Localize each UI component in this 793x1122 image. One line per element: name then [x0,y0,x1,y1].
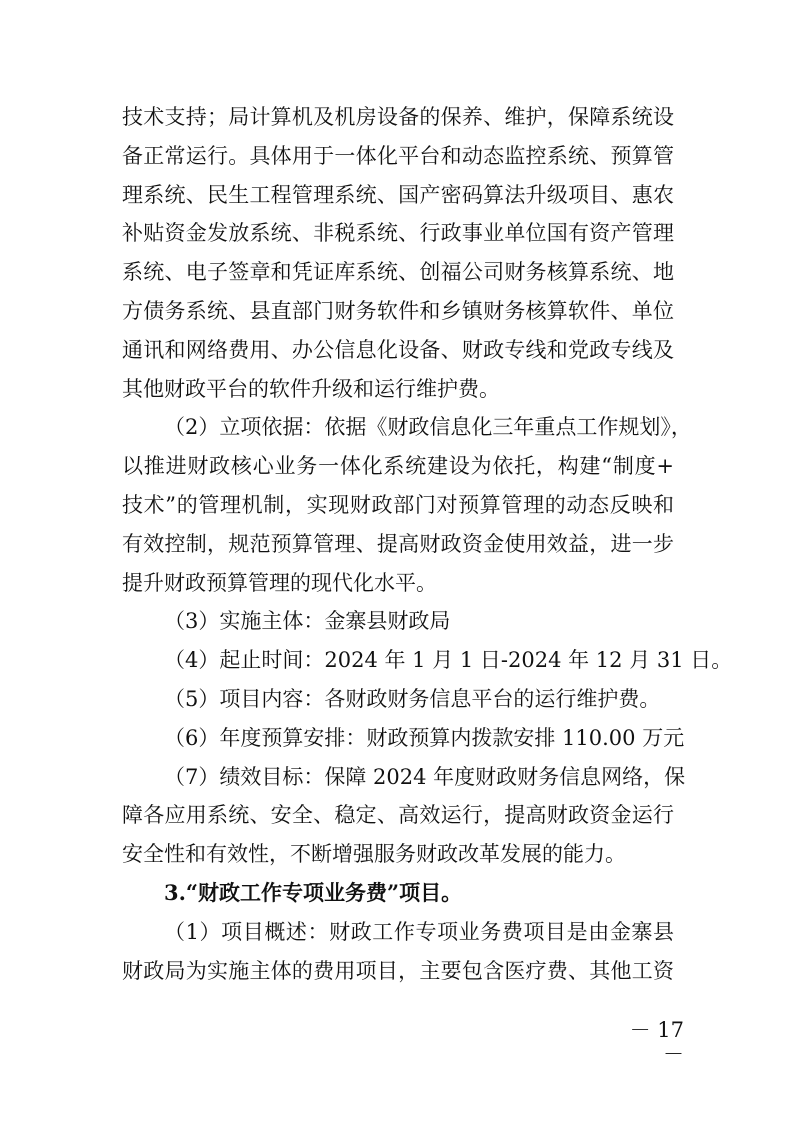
body-line-2: 备正常运行。具体用于一体化平台和动态监控系统、预算管 [122,143,674,168]
body-line-4: 补贴资金发放系统、非税系统、行政事业单位国有资产管理 [122,221,674,246]
body-line-20: 安全性和有效性，不断增强服务财政改革发展的能力。 [122,842,626,867]
body-text [122,98,733,990]
body-line-7: 通讯和网络费用、办公信息化设备、财政专线和党政专线及 [122,337,674,362]
body-line-9: （2）立项依据：依据《财政信息化三年重点工作规划》， [164,415,692,440]
body-line-18: （7）绩效目标：保障 2024 年度财政财务信息网络，保 [164,764,686,789]
body-line-1: 技术支持；局计算机及机房设备的保养、维护，保障系统设 [122,105,674,129]
body-line-23: 财政局为实施主体的费用项目，主要包含医疗费、其他工资 [122,958,674,983]
body-line-3: 理系统、民生工程管理系统、国产密码算法升级项目、惠农 [122,182,674,207]
section-heading: 3.“财政工作专项业务费”项目。 [164,879,463,905]
body-line-13: 提升财政预算管理的现代化水平。 [122,570,437,595]
body-line-12: 有效控制，规范预算管理、提高财政资金使用效益，进一步 [122,531,674,556]
body-line-17: （6）年度预算安排：财政预算内拨款安排 110.00 万元 [164,725,685,750]
body-line-10: 以推进财政核心业务一体化系统建设为依托，构建“制度+ [122,454,674,479]
body-line-5: 系统、电子签章和凭证库系统、创福公司财务核算系统、地 [122,260,674,285]
body-line-15: （4）起止时间：2024 年 1 月 1 日-2024 年 12 月 31 日。 [164,648,733,673]
body-line-19: 障各应用系统、安全、稳定、高效运行，提高财政资金运行 [122,803,674,828]
body-line-14: （3）实施主体：金寨县财政局 [164,609,451,634]
body-line-8: 其他财政平台的软件升级和运行维护费。 [122,376,500,401]
body-line-16: （5）项目内容：各财政财务信息平台的运行维护费。 [164,686,661,711]
body-line-11: 技术”的管理机制，实现财政部门对预算管理的动态反映和 [122,492,674,517]
body-line-22: （1）项目概述：财政工作专项业务费项目是由金寨县 [164,919,674,944]
body-line-6: 方债务系统、县直部门财务软件和乡镇财务核算软件、单位 [122,298,674,323]
page-number: － 17 － [629,1018,684,1066]
